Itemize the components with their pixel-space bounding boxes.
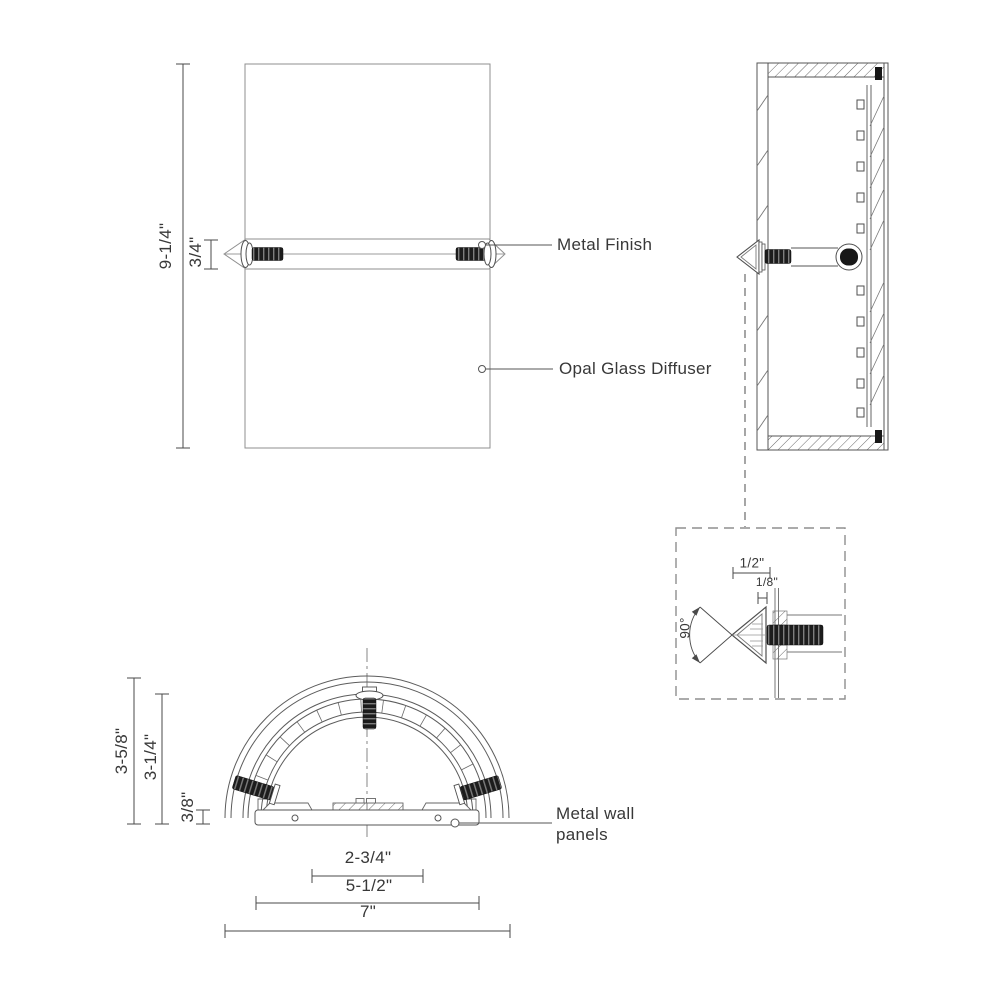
callout-metal-wall-panels-line2: panels (556, 825, 608, 844)
dim-label-plate-offset: 1/8" (755, 575, 779, 589)
callout-metal-wall-panels (556, 803, 635, 845)
detail-screw-shaft (767, 625, 823, 645)
bottom-cap-section (768, 436, 884, 450)
dim-label-tip-width: 1/2" (739, 555, 765, 571)
dim-label-band-height: 3/4" (186, 236, 205, 268)
wall-section-hatch-top (773, 611, 787, 625)
top-fastener-mark (875, 67, 882, 80)
detail-view (676, 528, 845, 699)
callout-opal-glass-diffuser: Opal Glass Diffuser (559, 359, 712, 378)
top-cap-section (768, 63, 884, 77)
callout-metal-finish: Metal Finish (557, 235, 653, 254)
dim-label-glass-depth: 3-1/4" (141, 733, 160, 781)
angle-dimension (690, 607, 732, 663)
plate-hole-left (292, 815, 298, 821)
dim-label-plate-width: 5-1/2" (345, 876, 393, 895)
dim-label-cone-angle: 90° (677, 617, 693, 639)
plan-top-screw (356, 687, 383, 729)
dim-label-inner-width: 2-3/4" (344, 848, 392, 867)
front-view (176, 64, 553, 448)
dim-label-overall-width: 7" (359, 902, 377, 921)
dim-label-overall-height: 9-1/4" (156, 222, 175, 270)
callout-metal-wall-panels-line1: Metal wall (556, 804, 635, 823)
plate-hole-right (435, 815, 441, 821)
dim-label-overall-depth: 3-5/8" (112, 727, 131, 775)
plan-dim-plate-depth (196, 810, 210, 824)
bottom-fastener-mark (875, 430, 882, 443)
plan-dim-overall-width (225, 924, 510, 938)
mounting-brackets (258, 799, 476, 811)
wall-plate (255, 810, 479, 825)
wall-section-hatch-bottom (773, 645, 787, 659)
front-dim-band-height (204, 240, 218, 269)
side-view (737, 63, 888, 527)
dim-label-plate-depth: 3/8" (178, 791, 197, 823)
detail-dim-eighth-inch (758, 592, 767, 604)
